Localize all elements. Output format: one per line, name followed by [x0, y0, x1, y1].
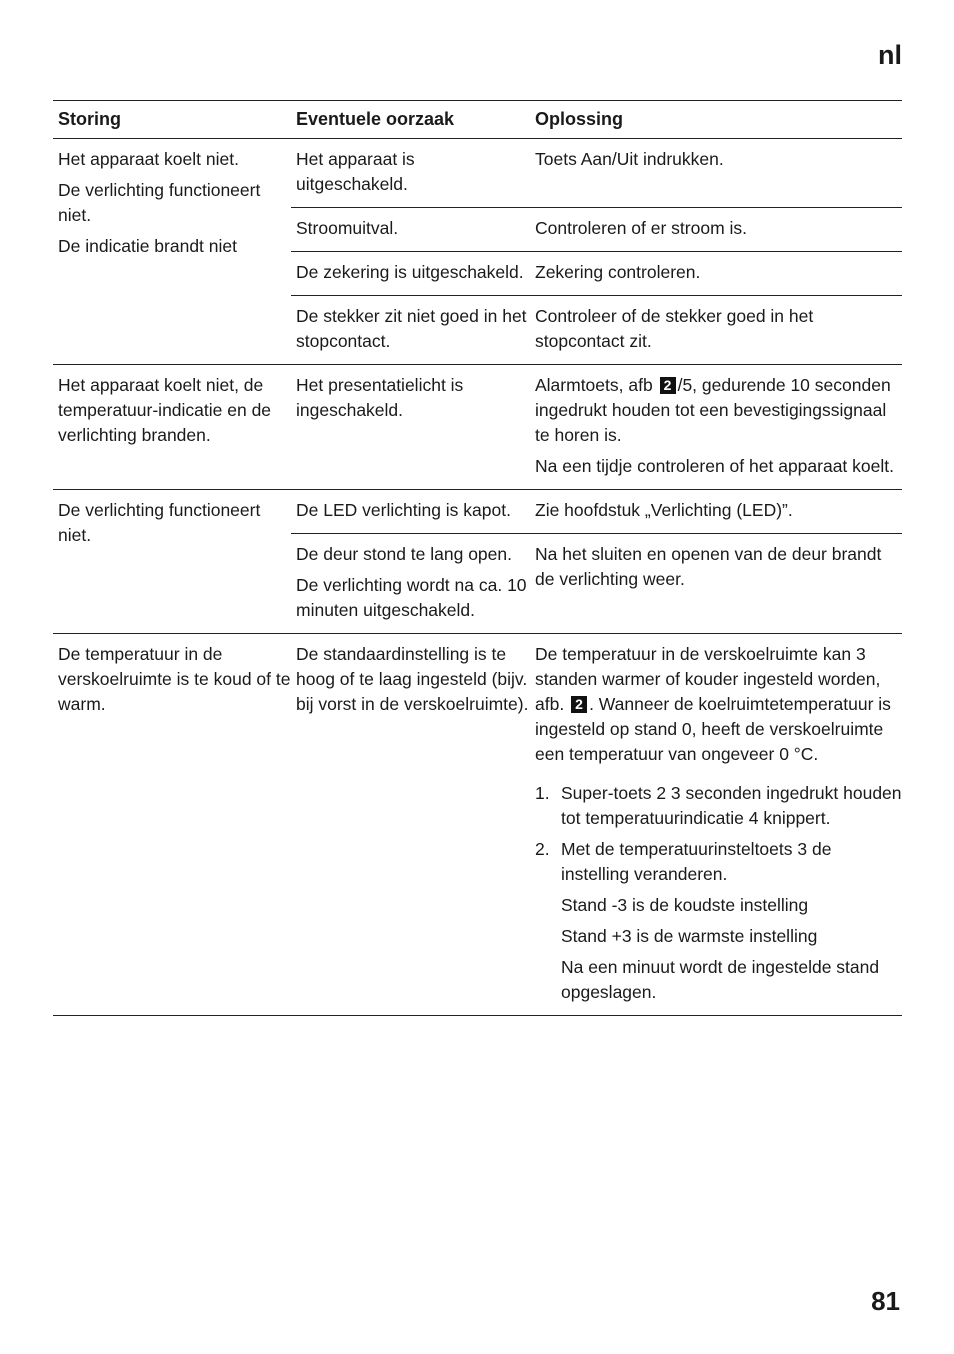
cause-text: Stroomuitval. [296, 218, 399, 238]
cause-text: Het apparaat is uitgeschakeld. [296, 149, 415, 194]
cause-text: De LED verlichting is kapot. [296, 500, 511, 520]
column-header-fault: Storing [58, 109, 121, 129]
fault-text: Het apparaat koelt niet. [58, 149, 239, 169]
fault-text: Het apparaat koelt niet, de temperatuur-indicatie en de verlichting branden. [58, 375, 272, 445]
cause-text: De standaardinstelling is te hoog of te laag ingesteld (bijv. bij vorst in de verskoelruimte). [296, 644, 529, 714]
fault-text: De temperatuur in de verskoelruimte is te koud of te warm. [58, 644, 291, 714]
step-note: Stand -3 is de koudste instelling [561, 895, 809, 915]
fault-text: De verlichting functioneert niet. [58, 180, 261, 225]
table-row-group [53, 490, 902, 634]
fault-text: De indicatie brandt niet [58, 236, 237, 256]
fault-cell [53, 365, 291, 489]
cause-text: Het presentatielicht is ingeschakeld. [296, 375, 464, 420]
step-note: Na een minuut wordt de ingestelde stand opgeslagen. [561, 957, 880, 1002]
solution-text: Na het sluiten en openen van de deur brandt de verlichting weer. [535, 544, 882, 589]
language-code: nl [878, 40, 902, 70]
list-item: 1. Super-toets 2 3 seconden ingedrukt houden tot temperatuurindicatie 4 knippert. [535, 783, 902, 828]
table-row [291, 365, 902, 489]
cause-text: De zekering is uitgeschakeld. [296, 262, 524, 282]
solution-text: Zie hoofdstuk „Verlichting (LED)”. [535, 500, 793, 520]
solution-text: Toets Aan/Uit indrukken. [535, 149, 724, 169]
table-header [53, 101, 902, 139]
solution-text: Controleer of de stekker goed in het stopcontact zit. [535, 306, 814, 351]
cause-text: De stekker zit niet goed in het stopcontact. [296, 306, 527, 351]
step-note: Stand +3 is de warmste instelling [561, 926, 818, 946]
fault-text: De verlichting functioneert niet. [58, 500, 261, 545]
solution-text: Na een tijdje controleren of het apparaat koelt. [535, 456, 894, 476]
solution-text: De temperatuur in de verskoelruimte kan 3 standen warmer of kouder ingesteld worden, afb. 2 . Wanneer de koelruimtetemperatuur is ingesteld op stand 0, heeft de verskoelruimte een temperatuur van ongeveer 0 °C. [535, 644, 891, 764]
table-row [291, 208, 902, 252]
step-list [535, 781, 902, 887]
cause-text: De deur stond te lang open. [296, 544, 512, 564]
column-header-solution: Oplossing [535, 109, 624, 129]
page-number: 81 [871, 1286, 900, 1316]
fault-cell [53, 139, 291, 364]
table-row [291, 296, 902, 364]
troubleshooting-table [53, 100, 902, 1016]
fault-cell [53, 490, 291, 633]
table-row [291, 139, 902, 208]
cause-text: De verlichting wordt na ca. 10 minuten uitgeschakeld. [296, 575, 527, 620]
table-row-group [53, 365, 902, 490]
table-row-group [53, 634, 902, 1015]
solution-text: Alarmtoets, afb 2 /5, gedurende 10 seconden ingedrukt houden tot een bevestigingssignaal te horen is. [535, 375, 891, 445]
figure-reference: 2 [660, 377, 676, 394]
solution-text: Zekering controleren. [535, 262, 701, 282]
column-header-cause: Eventuele oorzaak [296, 109, 455, 129]
figure-reference: 2 [571, 696, 587, 713]
solution-text: Controleren of er stroom is. [535, 218, 748, 238]
table-row [291, 534, 902, 633]
list-item: 2. Met de temperatuurinsteltoets 3 de instelling veranderen. [535, 839, 832, 884]
table-row-group [53, 139, 902, 365]
fault-cell [53, 634, 291, 1015]
table-row [291, 490, 902, 534]
table-row [291, 252, 902, 296]
table-row [291, 634, 902, 1015]
